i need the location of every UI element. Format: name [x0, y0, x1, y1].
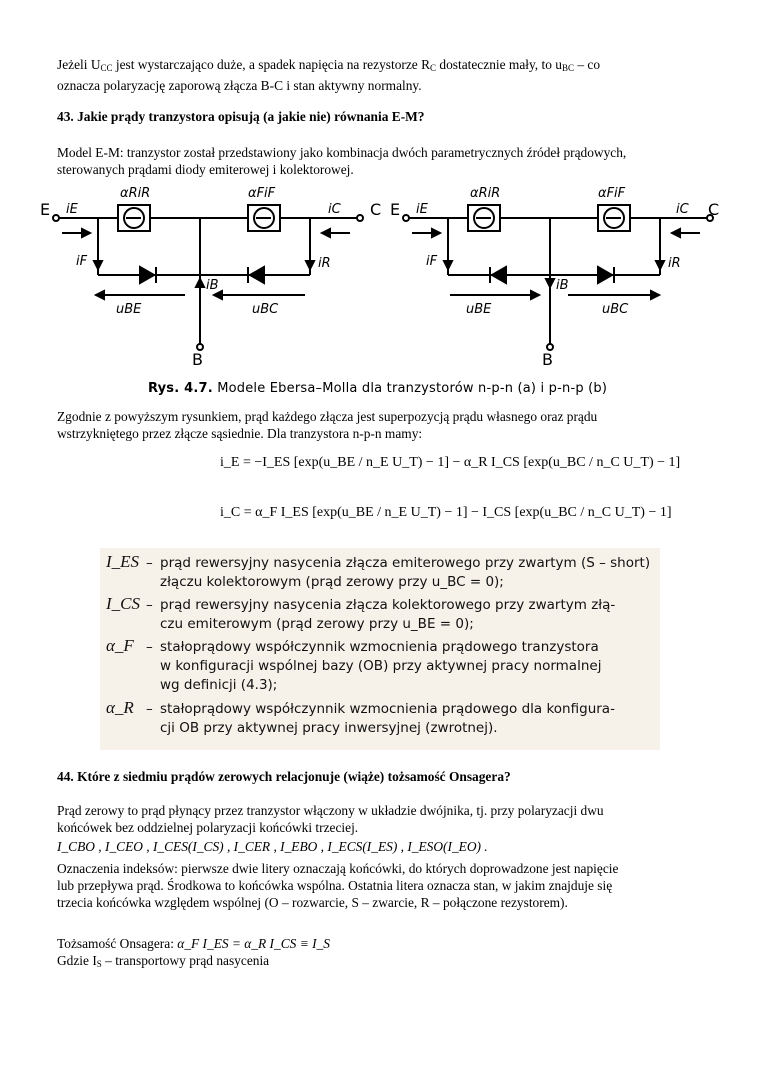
q43-p2-line2: wstrzykniętego przez złącze sąsiednie. Dla tranzystora n-p-n mamy:: [57, 426, 423, 441]
intro-line-2: oznacza polaryzację zaporową złącza B-C i stan aktywny normalny.: [57, 78, 422, 93]
onsager-line: [57, 935, 707, 952]
label-uBE-right: uBE: [466, 302, 492, 317]
q44-p2-line2: lub przepływa prąd. Środkowa to końcówka wspólna. Ostatnia litera oznacza stan, w jakim znajduje się: [57, 878, 613, 893]
definition-text: prąd rewersyjny nasycenia złącza emiterowego przy zwartym (S – short): [160, 555, 651, 571]
label-B-right: B: [542, 350, 553, 369]
intro-line-1: Jeżeli $U_{CC}$ jest wystarczająco duże, a spadek napięcia na rezystorze $R_C$ dostatecznie mały, to $u_{BC}$ – co: [57, 57, 601, 73]
definition-text: stałoprądowy współczynnik wzmocnienia prądowego tranzystora: [160, 639, 599, 655]
definition-text: cji OB przy aktywnej pracy inwersyjnej (zwrotnej).: [160, 720, 498, 736]
q43-heading: 43. Jakie prądy tranzystora opisują (a jakie nie) równania E-M?: [57, 109, 425, 124]
q43-p1-line1: Model E-M: tranzystor został przedstawiony jako kombinacja dwóch parametrycznych źródeł prądowych,: [57, 145, 627, 160]
definition-text: wg definicji (4.3);: [160, 677, 278, 693]
definition-symbol: I_CS: [106, 594, 140, 613]
label-aRiR-left: αRiR: [120, 186, 151, 201]
zero-currents-list: I_CBO , I_CEO , I_CES(I_CS) , I_CER , I_EBO , I_ECS(I_ES) , I_ESO(I_EO) .: [57, 839, 488, 854]
definition-symbol: α_F: [106, 636, 134, 655]
definition-alphaF: α_F – stałoprądowy współczynnik wzmocnienia prądowego tranzystora w konfiguracji wspólnej bazy (OB) przy aktywnej pracy normalnej wg definicji (4.3);: [106, 636, 602, 693]
definition-text: w konfiguracji wspólnej bazy (OB) przy aktywnej pracy normalnej: [160, 658, 602, 674]
q43-paragraph-1: [57, 144, 707, 178]
q43-p1-line2: sterowanych prądami diody emiterowej i kolektorowej.: [57, 162, 354, 177]
onsager-formula: α_F I_ES = α_R I_CS ≡ I_S: [177, 936, 330, 951]
q44-p1-line2: końcówek bez oddzielnej polaryzacji końcówki trzeciej.: [57, 820, 359, 835]
definition-text: prąd rewersyjny nasycenia złącza kolektorowego przy zwartym złą-: [160, 597, 616, 613]
q44-p2-line1: Oznaczenia indeksów: pierwsze dwie litery oznaczają końcówki, do których doprowadzone jest napięcie: [57, 861, 619, 876]
definition-text: czu emiterowym (prąd zerowy przy u_BE = 0);: [160, 616, 474, 632]
definition-text: złączu kolektorowym (prąd zerowy przy u_BC = 0);: [160, 574, 504, 590]
definition-IES: I_ES – prąd rewersyjny nasycenia złącza emiterowego przy zwartym (S – short) złączu kolektorowym (prąd zerowy przy u_BC = 0);: [106, 552, 651, 590]
label-E-left: E: [40, 200, 51, 219]
label-iB-right: iB: [556, 278, 569, 293]
intro-paragraph: [57, 56, 707, 94]
q43-p2-line1: Zgodnie z powyższym rysunkiem, prąd każdego złącza jest superpozycją prądu własnego oraz prądu: [57, 409, 598, 424]
q44-heading: 44. Które z siedmiu prądów zerowych relacjonuje (wiąże) tożsamość Onsagera?: [57, 769, 511, 784]
definition-alphaR: α_R – stałoprądowy współczynnik wzmocnienia prądowego dla konfigura- cji OB przy aktywnej pracy inwersyjnej (zwrotnej).: [106, 698, 615, 736]
label-B-left: B: [192, 350, 203, 369]
label-iB-left: iB: [206, 278, 219, 293]
label-aFiF-left: αFiF: [248, 186, 276, 201]
q44-paragraph-1: [57, 802, 707, 836]
label-iF-left: iF: [76, 254, 88, 269]
label-iR-right: iR: [668, 256, 681, 271]
q44-p2-line3: trzecia końcówka względem wspólnej (O – rozwarcie, S – zwarcie, R – połączone rezystorem).: [57, 895, 568, 910]
equation-iC: i_C = α_F I_ES [exp(u_BE / n_E U_T) − 1] − I_CS [exp(u_BC / n_C U_T) − 1]: [220, 505, 672, 520]
label-iE-right: iE: [416, 202, 428, 217]
label-iF-right: iF: [426, 254, 438, 269]
definitions-scan: [100, 548, 660, 750]
label-uBE-left: uBE: [116, 302, 142, 317]
definition-text: stałoprądowy współczynnik wzmocnienia prądowego dla konfigura-: [160, 701, 615, 717]
equation-iE: i_E = −I_ES [exp(u_BE / n_E U_T) − 1] − α_R I_CS [exp(u_BC / n_C U_T) − 1]: [220, 455, 681, 470]
label-iE-left: iE: [66, 202, 78, 217]
label-aFiF-right: αFiF: [598, 186, 626, 201]
label-iC-left: iC: [328, 202, 341, 217]
label-C-right: C: [708, 200, 720, 219]
label-C-left: C: [370, 200, 382, 219]
onsager-label: Tożsamość Onsagera:: [57, 936, 174, 951]
label-iC-right: iC: [676, 202, 689, 217]
ebers-moll-figure: [40, 175, 720, 375]
label-uBC-left: uBC: [252, 302, 279, 317]
label-aRiR-right: αRiR: [470, 186, 501, 201]
label-iR-left: iR: [318, 256, 331, 271]
label-E-right: E: [390, 200, 401, 219]
q43-paragraph-2: [57, 408, 707, 442]
definition-symbol: I_ES: [106, 552, 140, 571]
is-definition-line: Gdzie $I_S$ – transportowy prąd nasycenia: [57, 953, 270, 969]
q44-paragraph-2: [57, 860, 707, 911]
definition-symbol: α_R: [106, 698, 134, 717]
definition-ICS: I_CS – prąd rewersyjny nasycenia złącza kolektorowego przy zwartym złą- czu emiterowym (prąd zerowy przy u_BE = 0);: [106, 594, 616, 632]
q44-p1-line1: Prąd zerowy to prąd płynący przez tranzystor włączony w układzie dwójnika, tj. przy polaryzacji dwu: [57, 803, 604, 818]
figure-caption: Rys. 4.7. Modele Ebersa–Molla dla tranzystorów n-p-n (a) i p-n-p (b): [148, 381, 608, 396]
label-uBC-right: uBC: [602, 302, 629, 317]
